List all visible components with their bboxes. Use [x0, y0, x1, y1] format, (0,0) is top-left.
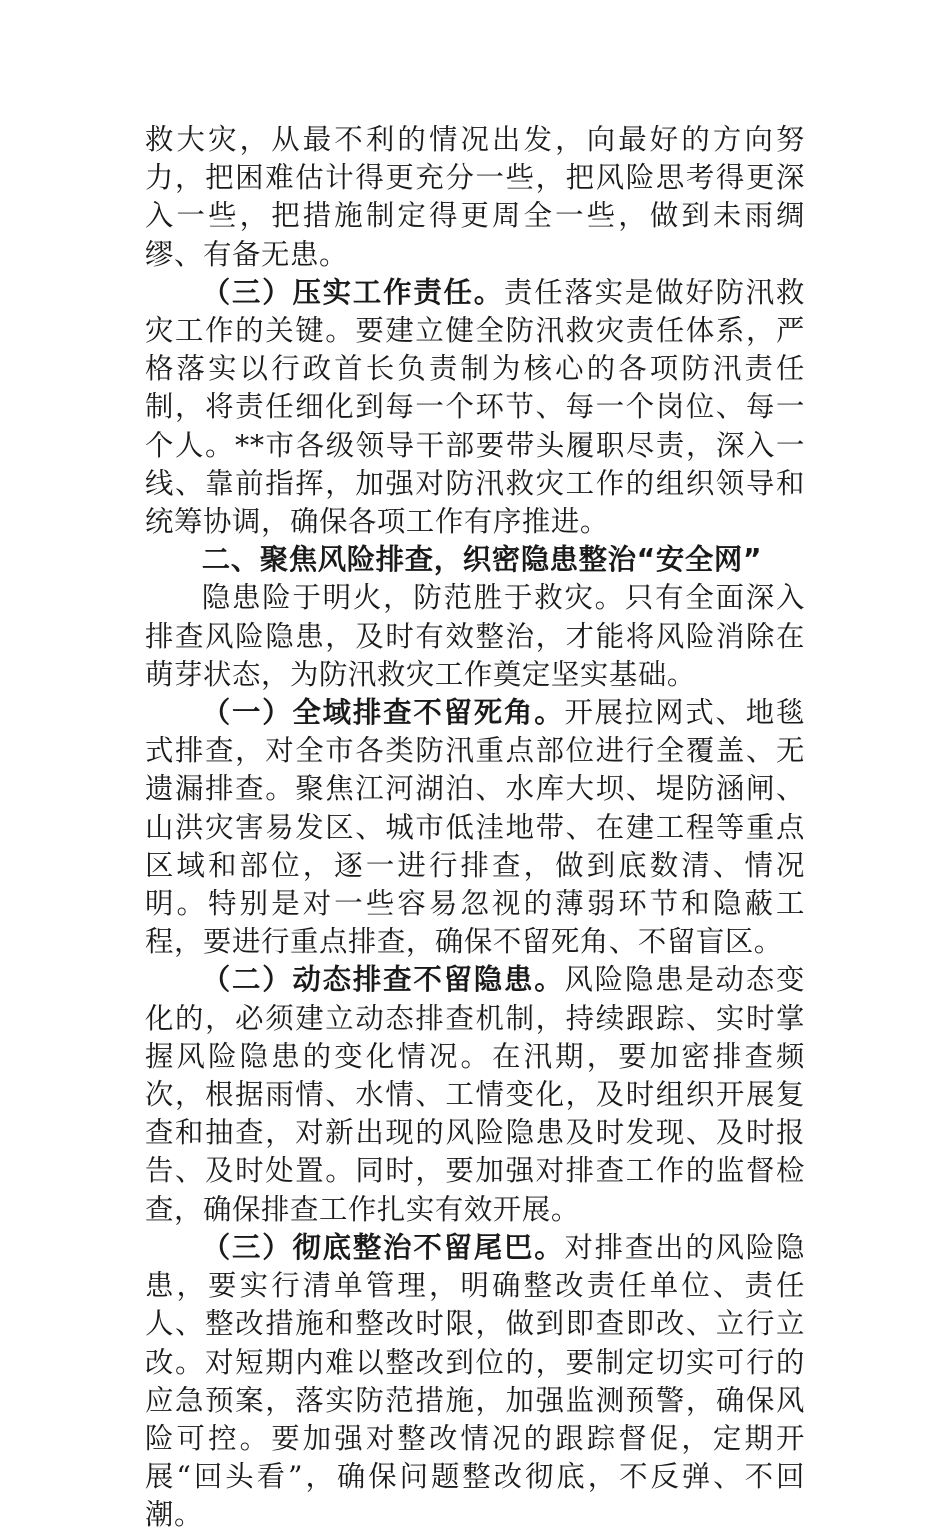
section-three-responsibility-paragraph: [145, 274, 805, 541]
section-heading: 二、聚焦风险排查，织密隐患整治“安全网”: [201, 543, 763, 577]
paragraph-text: 开展拉网式、地毯式排查，对全市各类防汛重点部位进行全覆盖、无遗漏排查。聚焦江河湖泊、水库大坝、堤防涵闸、山洪灾害易发区、城市低洼地带、在建工程等重点区域和部位，逐一进行排查，做到底数清、情况明。特别是对一些容易忽视的薄弱环节和隐蔽工程，要进行重点排查，确保不留死角、不留盲区。: [145, 696, 805, 959]
paragraph-lead: （三）压实工作责任。: [201, 275, 504, 309]
section-one-paragraph: [145, 694, 805, 961]
continuation-paragraph: [145, 121, 805, 274]
paragraph-text: 对排查出的风险隐患，要实行清单管理，明确整改责任单位、责任人、整改措施和整改时限，做到即查即改、立行立改。对短期内难以整改到位的，要制定切实可行的应急预案，落实防范措施，加强监测预警，确保风险可控。要加强对整改情况的跟踪督促，定期开展“回头看”，确保问题整改彻底，不反弹、不回潮。: [145, 1230, 805, 1532]
section-three-rectification-paragraph: [145, 1229, 805, 1535]
paragraph-text: 救大灾，从最不利的情况出发，向最好的方向努力，把困难估计得更充分一些，把风险思考得更深入一些，把措施制定得更周全一些，做到未雨绸缪、有备无患。: [145, 123, 805, 271]
paragraph-text: 风险隐患是动态变化的，必须建立动态排查机制，持续跟踪、实时掌握风险隐患的变化情况。在汛期，要加密排查频次，根据雨情、水情、工情变化，及时组织开展复查和抽查，对新出现的风险隐患及时发现、及时报告、及时处置。同时，要加强对排查工作的监督检查，确保排查工作扎实有效开展。: [145, 963, 805, 1226]
paragraph-text: 隐患险于明火，防范胜于救灾。只有全面深入排查风险隐患，及时有效整治，才能将风险消除在萌芽状态，为防汛救灾工作奠定坚实基础。: [145, 581, 805, 691]
document-body: [145, 121, 805, 1535]
intro-paragraph: [145, 579, 805, 694]
paragraph-lead: （二）动态排查不留隐患。: [201, 963, 565, 997]
section-two-paragraph: [145, 961, 805, 1228]
paragraph-lead: （三）彻底整治不留尾巴。: [201, 1230, 565, 1264]
paragraph-lead: （一）全域排查不留死角。: [201, 696, 565, 730]
paragraph-text: 责任落实是做好防汛救灾工作的关键。要建立健全防汛救灾责任体系，严格落实以行政首长负责制为核心的各项防汛责任制，将责任细化到每一个环节、每一个岗位、每一个人。**市各级领导干部要带头履职尽责，深入一线、靠前指挥，加强对防汛救灾工作的组织领导和统筹协调，确保各项工作有序推进。: [145, 275, 805, 539]
